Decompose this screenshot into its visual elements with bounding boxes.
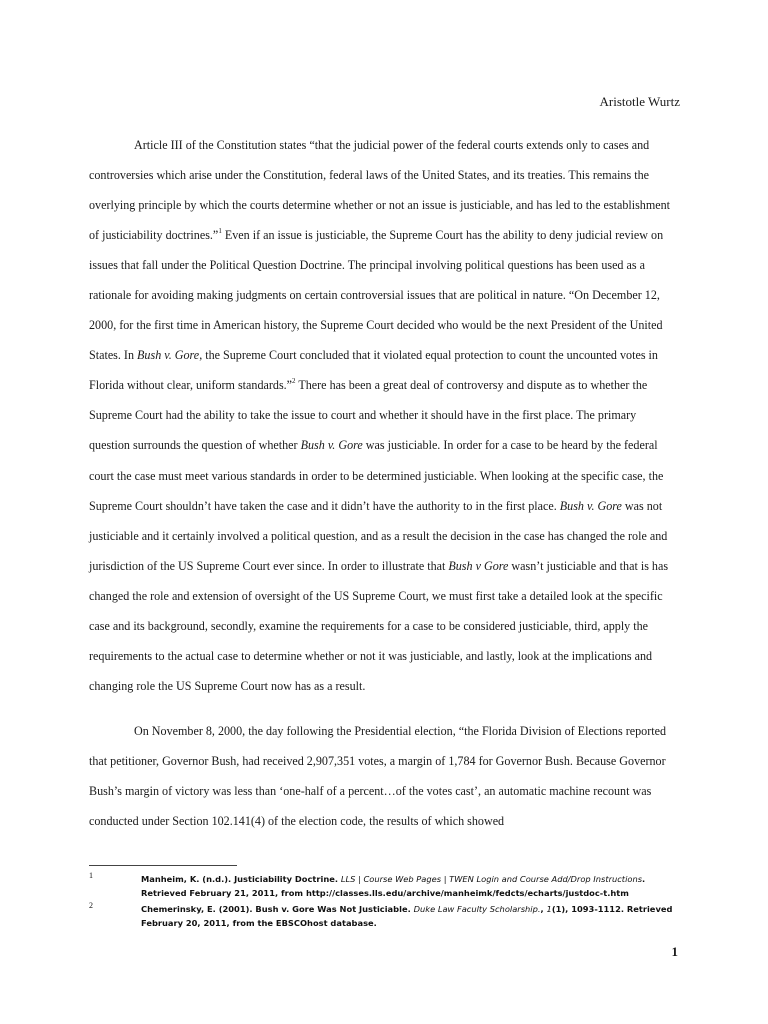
body-text	[89, 130, 679, 836]
text-run: was not justiciable and it certainly involved a political question, and as a result the decision in the case has changed the role and jurisdiction of the US Supreme Court ever since. In order to illustrate that	[89, 498, 668, 573]
text-run: wasn’t justiciable and that is has changed the role and extension of oversight of the US Supreme Court, we must first take a detailed look at the specific case and its background, secondly, examine the requirements for a case to be considered justiciable, third, apply the requirements to the actual case to determine whether or not it was justiciable, and lastly, look at the implications and changing role the US Supreme Court now has as a result.	[89, 558, 669, 693]
italic-text: Bush v. Gore	[559, 498, 622, 513]
italic-text: Bush v Gore	[448, 558, 509, 573]
page-number: 1	[671, 944, 678, 959]
footnote-text	[141, 874, 645, 898]
text-run: Even if an issue is justiciable, the Supreme Court has the ability to deny judicial review on issues that fall under the Political Question Doctrine. The principal involving political questions has been used as a rationale for avoiding making judgments on certain controversial issues that are political in nature. “On December 12, 2000, for the first time in American history, the Supreme Court decided who would be the next President of the United States. In	[89, 228, 664, 363]
text-run: was justiciable. In order for a case to be heard by the federal court the case must meet various standards in order to be determined justiciable. When looking at the specific case, the Supreme Court shouldn’t have taken the case and it didn’t have the authority to in the first place.	[89, 438, 664, 513]
italic-text: LLS | Course Web Pages | TWEN Login and Course Add/Drop Instructions	[340, 874, 643, 884]
text-run: Article III of the Constitution states “that the judicial power of the federal courts extends only to cases and controversies which arise under the Constitution, federal laws of the United States, and its treaties. This remains the overlying principle by which the courts determine whether or not an issue is justiciable, and has led to the establishment of justiciability doctrines.”	[89, 138, 671, 243]
italic-text: 1	[546, 904, 552, 914]
author-name: Aristotle Wurtz	[599, 94, 680, 109]
italic-text: Bush v. Gore	[137, 348, 200, 363]
text-run: On November 8, 2000, the day following the Presidential election, “the Florida Division of Elections reported that petitioner, Governor Bush, had received 2,907,351 votes, a margin of 1,784 for Governor Bush. Because Governor Bush’s margin of victory was less than ‘one-half of a percent…of the votes cast’, an automatic machine recount was conducted under Section 102.141(4) of the election code, the results of which showed	[89, 723, 667, 829]
italic-text: Duke Law Faculty Scholarship.	[413, 904, 541, 914]
text-run: There has been a great deal of controversy and dispute as to whether the Supreme Court had the ability to take the issue to court and whether it should have in the first place. The primary question surrounds the question of whether	[89, 378, 648, 453]
paragraph	[89, 716, 679, 836]
footnote-number: 1	[89, 871, 93, 880]
footnote-reference: 1	[218, 227, 222, 236]
footnote-separator	[89, 865, 237, 866]
text-run: Manheim, K. (n.d.). Justiciability Doctrine.	[141, 874, 341, 884]
footnote-reference: 2	[292, 377, 296, 386]
paragraph	[89, 130, 679, 701]
footnotes	[89, 872, 689, 930]
text-run: , the Supreme Court concluded that it violated equal protection to count the uncounted votes in Florida without clear, uniform standards.”	[89, 348, 658, 393]
text-run: Chemerinsky, E. (2001). Bush v. Gore Was Not Justiciable.	[141, 904, 414, 914]
footnote-number: 2	[89, 901, 93, 910]
text-run: (1), 1093-1112. Retrieved February 20, 2011, from the EBSCOhost database.	[141, 904, 673, 928]
italic-text: Bush v. Gore	[300, 438, 363, 453]
text-run: ,	[540, 904, 547, 914]
footnote-text	[141, 904, 672, 928]
footnote	[89, 872, 689, 900]
footnote	[89, 902, 689, 930]
text-run: . Retrieved February 21, 2011, from http://classes.lls.edu/archive/manheimk/fedcts/echarts/justdoc-t.htm	[141, 874, 646, 898]
